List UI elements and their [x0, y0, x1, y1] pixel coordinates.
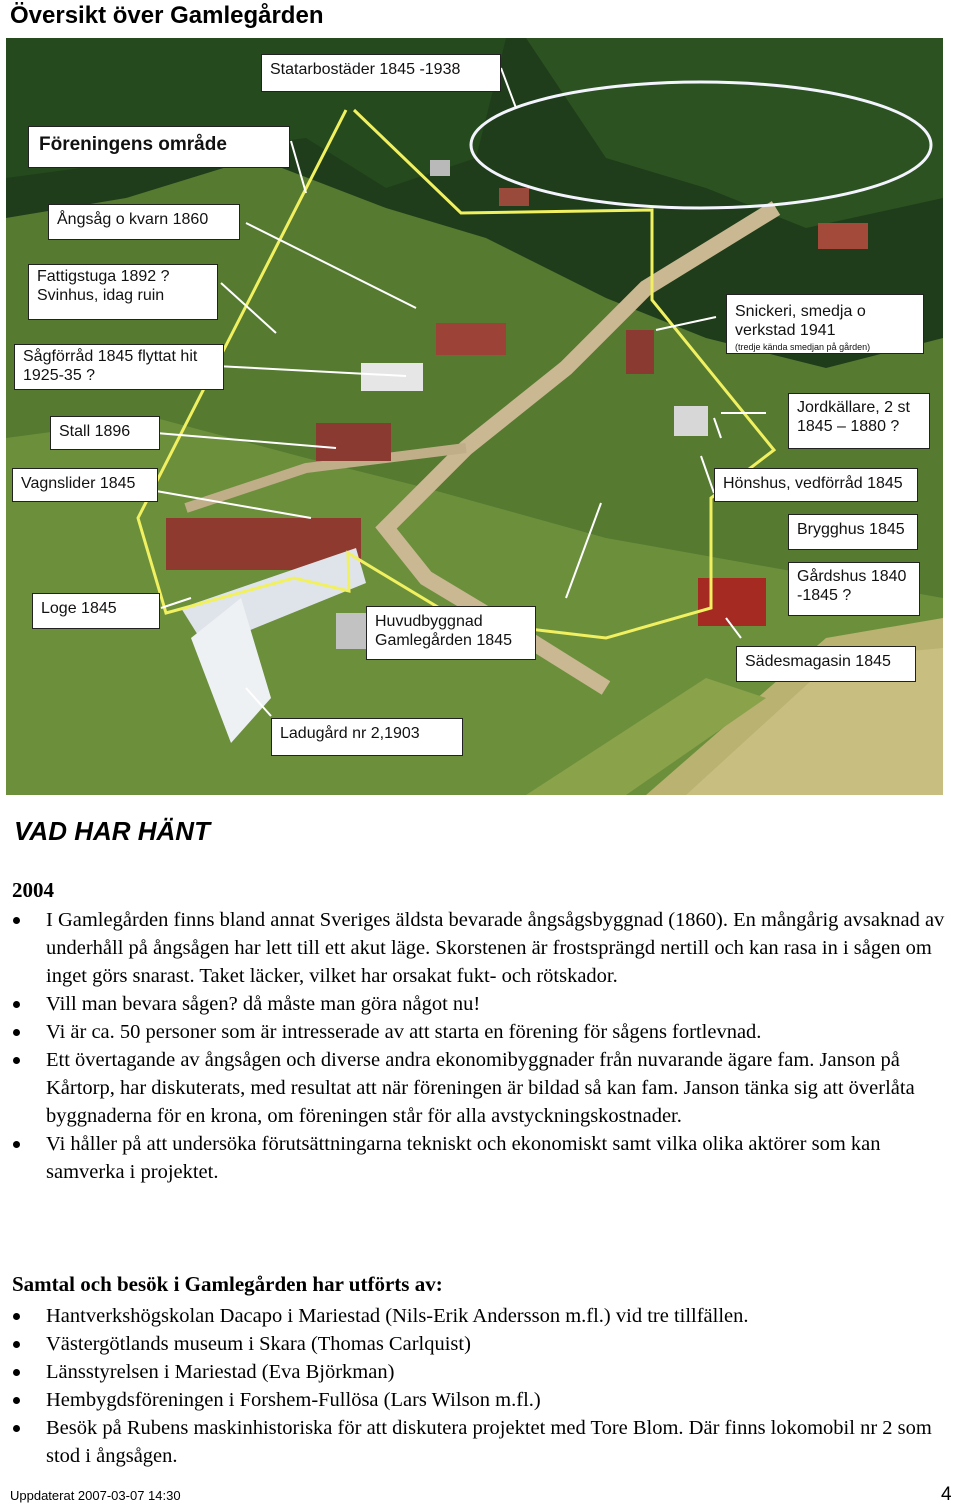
- list-item: I Gamlegården finns bland annat Sveriges äldsta bevarade ångsågsbyggnad (1860). En mångårig avsaknad av underhåll på ångsågen har lett till ett akut läge. Skorstenen är frostsprängd nertill och kan rasa in i sågen om inget görs snarast. Taket läcker, vilket har orsakat fukt- och rötskador.: [0, 906, 948, 990]
- label-gardshus: [788, 562, 920, 616]
- label-stall: [50, 416, 160, 450]
- label-angsag: [48, 204, 240, 240]
- label-text: Föreningens område: [39, 134, 227, 155]
- list-item: Västergötlands museum i Skara (Thomas Carlquist): [0, 1330, 948, 1358]
- label-sadesmagasin: [736, 646, 916, 682]
- label-text: Sädesmagasin 1845: [745, 653, 891, 670]
- label-fattigstuga: [28, 264, 218, 320]
- label-text: Statarbostäder 1845 -1938: [270, 61, 461, 78]
- label-text: Stall 1896: [59, 423, 131, 440]
- label-honshus: [714, 468, 918, 502]
- label-line: Svinhus, idag ruin: [37, 287, 165, 304]
- label-line: Snickeri, smedja o: [735, 303, 866, 320]
- label-line: Sågförråd 1845 flyttat hit: [23, 348, 198, 365]
- label-jordkallare: [788, 393, 930, 449]
- label-line: Gårdshus 1840: [797, 568, 907, 585]
- label-line: verkstad 1941: [735, 322, 836, 339]
- list-item: Vi är ca. 50 personer som är intresserade av att starta en förening för sågens fortlevnad.: [0, 1018, 948, 1046]
- visits-heading: Samtal och besök i Gamlegården har utförts av:: [12, 1272, 443, 1296]
- list-item: Länsstyrelsen i Mariestad (Eva Björkman): [0, 1358, 948, 1386]
- label-sagforrad: [14, 344, 224, 390]
- label-vagnslider: [12, 468, 158, 502]
- list-item: Vill man bevara sågen? då måste man göra något nu!: [0, 990, 948, 1018]
- label-text: Loge 1845: [41, 600, 117, 617]
- label-brygghus: [788, 514, 918, 550]
- label-text: Ångsåg o kvarn 1860: [57, 211, 209, 228]
- page-number: 4: [941, 1484, 952, 1505]
- list-item: Ett övertagande av ångsågen och diverse andra ekonomibyggnader från nuvarande ägare fam. Janson på Kårtorp, har diskuterats, med resultat att när föreningen är bildad så kan fam. Janson tänka sig att överlåta byggnaderna för en krona, om föreningen står för alla avstyckningskostnader.: [0, 1046, 948, 1130]
- list-item: Besök på Rubens maskinhistoriska för att diskutera projektet med Tore Blom. Där finns lokomobil nr 2 som stod i ångsågen.: [0, 1414, 948, 1470]
- aerial-photo: [6, 38, 943, 795]
- label-text: Brygghus 1845: [797, 521, 905, 538]
- happened-list: [0, 906, 948, 1186]
- label-text: Hönshus, vedförråd 1845: [723, 475, 903, 492]
- label-note: (tredje kända smedjan på gården): [735, 342, 871, 352]
- label-foreningens-omrade: [28, 126, 290, 168]
- label-statarbostader: [261, 54, 501, 92]
- label-loge: [32, 593, 160, 629]
- label-line: Gamlegården 1845: [375, 632, 512, 649]
- label-line: Huvudbyggnad: [375, 613, 483, 630]
- year-heading: 2004: [12, 878, 54, 902]
- label-line: Jordkällare, 2 st: [797, 399, 910, 416]
- label-line: 1925-35 ?: [23, 367, 96, 384]
- page-title: Översikt över Gamlegården: [10, 2, 324, 29]
- list-item: Vi håller på att undersöka förutsättningarna tekniskt och ekonomiskt samt vilka olika aktörer som kan samverka i projektet.: [0, 1130, 948, 1186]
- list-item: Hembygdsföreningen i Forshem-Fullösa (Lars Wilson m.fl.): [0, 1386, 948, 1414]
- label-text: Ladugård nr 2,1903: [280, 725, 420, 742]
- label-text: Vagnslider 1845: [21, 475, 136, 492]
- section-title: VAD HAR HÄNT: [14, 816, 210, 846]
- label-huvudbyggnad: [366, 606, 536, 660]
- label-ladugard: [271, 718, 463, 756]
- label-snickeri: [726, 294, 924, 354]
- label-line: 1845 – 1880 ?: [797, 418, 900, 435]
- visits-list: [0, 1302, 948, 1470]
- list-item: Hantverkshögskolan Dacapo i Mariestad (Nils-Erik Andersson m.fl.) vid tre tillfällen.: [0, 1302, 948, 1330]
- label-line: Fattigstuga 1892 ?: [37, 268, 170, 285]
- updated-footer: Uppdaterat 2007-03-07 14:30: [10, 1488, 181, 1503]
- label-line: -1845 ?: [797, 587, 852, 604]
